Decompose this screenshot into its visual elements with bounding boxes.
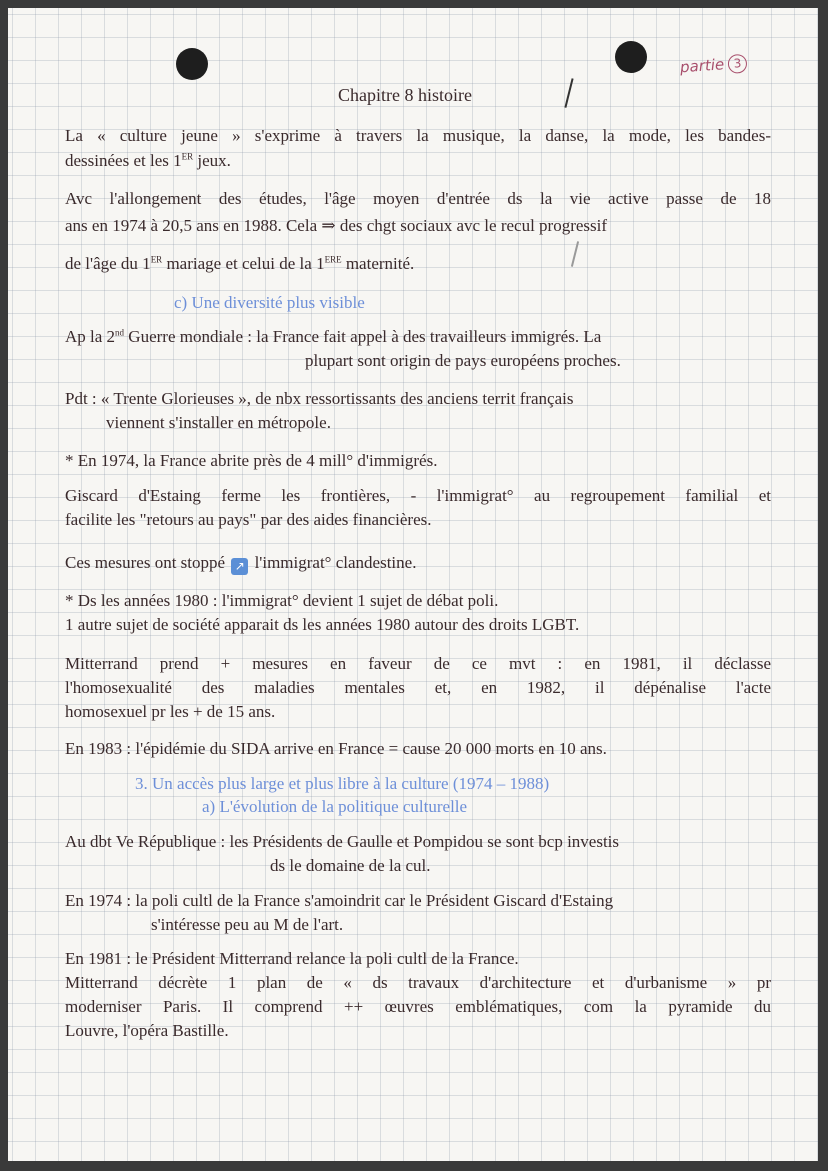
section-heading: a) L'évolution de la politique culturelle [202, 797, 468, 816]
text-line: dessinées et les 1ER jeux. [65, 151, 231, 170]
text-line: viennent s'installer en métropole. [106, 413, 331, 432]
up-right-arrow-icon: ↗ [231, 558, 248, 575]
text-line: Giscard d'Estaing ferme les frontières, - l'immigrat° au regroupement familial et [65, 486, 771, 505]
text-line: moderniser Paris. Il comprend ++ œuvres emblématiques, com la pyramide du [65, 997, 771, 1016]
text-line: ds le domaine de la cul. [270, 856, 431, 875]
text-line: * En 1974, la France abrite près de 4 mill° d'immigrés. [65, 451, 438, 470]
pen-stroke [564, 78, 573, 107]
text-line: plupart sont origin de pays européens proches. [305, 351, 621, 370]
text-line: Mitterrand prend + mesures en faveur de ce mvt : en 1981, il déclasse [65, 654, 771, 673]
pen-stroke [571, 241, 579, 267]
text-line: Avc l'allongement des études, l'âge moyen d'entrée ds la vie active passe de 18 [65, 189, 771, 208]
text-line: facilite les "retours au pays" par des aides financières. [65, 510, 432, 529]
part-label-text: partie [679, 55, 725, 77]
text-line: Ces mesures ont stoppé ↗ l'immigrat° clandestine. [65, 553, 417, 573]
notebook-page [8, 8, 818, 1161]
text-line: Ap la 2nd Guerre mondiale : la France fait appel à des travailleurs immigrés. La [65, 327, 602, 346]
text-line: s'intéresse peu au M de l'art. [151, 915, 344, 934]
text-line: ans en 1974 à 20,5 ans en 1988. Cela ⇒ des chgt sociaux avc le recul progressif [65, 216, 608, 235]
part-label [679, 54, 747, 78]
section-heading: 3. Un accès plus large et plus libre à la culture (1974 – 1988) [135, 774, 550, 793]
text-line: Louvre, l'opéra Bastille. [65, 1021, 229, 1040]
section-heading: c) Une diversité plus visible [174, 293, 365, 312]
text-line: 1 autre sujet de société apparait ds les années 1980 autour des droits LGBT. [65, 615, 580, 634]
text-line: * Ds les années 1980 : l'immigrat° devient 1 sujet de débat poli. [65, 591, 499, 610]
page-title: Chapitre 8 histoire [338, 85, 472, 105]
part-number-badge: 3 [727, 54, 747, 74]
binder-hole [615, 41, 647, 73]
text-line: Mitterrand décrète 1 plan de « ds travaux d'architecture et d'urbanisme » pr [65, 973, 771, 992]
binder-hole [176, 48, 208, 80]
text-line: Pdt : « Trente Glorieuses », de nbx ressortissants des anciens territ français [65, 389, 574, 408]
text-line: de l'âge du 1ER mariage et celui de la 1ERE maternité. [65, 254, 415, 273]
text-line: La « culture jeune » s'exprime à travers la musique, la danse, la mode, les bandes- [65, 126, 771, 145]
text-line: homosexuel pr les + de 15 ans. [65, 702, 276, 721]
text-line: En 1981 : le Président Mitterrand relance la poli cultl de la France. [65, 949, 519, 968]
text-line: En 1974 : la poli cultl de la France s'amoindrit car le Président Giscard d'Estaing [65, 891, 614, 910]
text-line: En 1983 : l'épidémie du SIDA arrive en France = cause 20 000 morts en 10 ans. [65, 739, 607, 758]
text-line: Au dbt Ve République : les Présidents de Gaulle et Pompidou se sont bcp investis [65, 832, 620, 851]
text-line: l'homosexualité des maladies mentales et, en 1982, il dépénalise l'acte [65, 678, 771, 697]
